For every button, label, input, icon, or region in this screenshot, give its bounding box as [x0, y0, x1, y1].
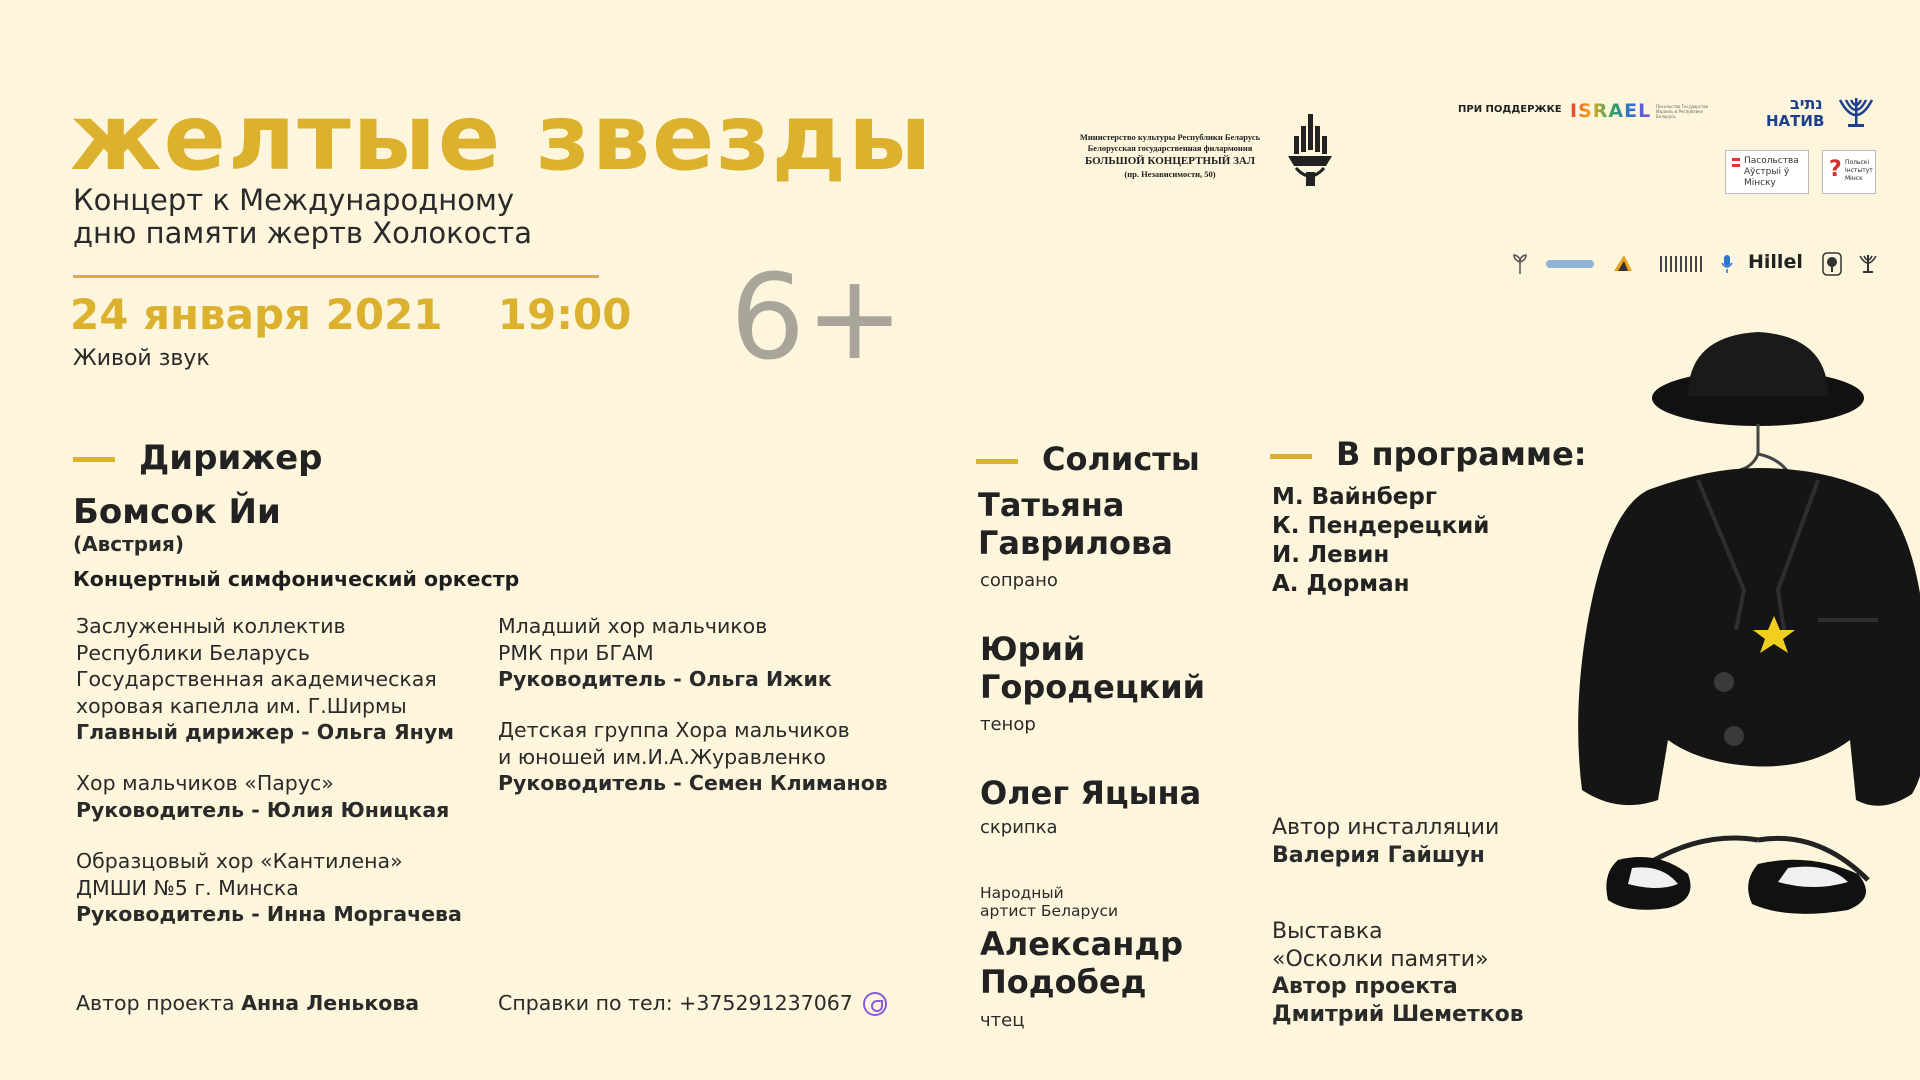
conductor-heading-text: Дирижер — [139, 438, 323, 478]
partner-logo-blue — [1546, 260, 1594, 268]
soloist-title-line: артист Беларуси — [980, 902, 1119, 920]
choir-line: Заслуженный коллектив — [76, 614, 346, 638]
conductor-name: Бомсок Йи — [73, 492, 281, 532]
heading-dash — [976, 459, 1018, 464]
microphone-icon — [1720, 254, 1734, 274]
polish-institute-logo: ? Польскі Інстытут Мінск — [1822, 150, 1876, 194]
soloist-name: Олег Яцына — [980, 774, 1202, 812]
choir-line: Образцовый хор «Кантилена» — [76, 849, 403, 873]
exhibition-label: Выставка — [1272, 919, 1383, 944]
austria-line: Аўстрыі ў — [1744, 167, 1790, 177]
event-date: 24 января 2021 — [70, 290, 443, 339]
tree-emblem-icon — [1822, 252, 1842, 276]
program-item: К. Пендерецкий — [1272, 513, 1490, 539]
choir-leader: Главный дирижер - Ольга Янум — [76, 720, 454, 744]
choir-line: Хор мальчиков «Парус» — [76, 771, 334, 795]
contact-phone-text: Справки по тел: +375291237067 — [498, 991, 853, 1015]
conductor-heading — [73, 438, 323, 478]
leaf-icon — [1512, 254, 1528, 274]
installation-label: Автор инсталляции — [1272, 815, 1500, 840]
soloist-first-name: Юрий — [980, 630, 1086, 668]
choir-line: Республики Беларусь — [76, 640, 310, 665]
austria-line: Пасольства — [1744, 156, 1799, 166]
nativ-hebrew: נתיב — [1790, 94, 1823, 113]
hanger-wire — [1730, 424, 1788, 472]
organ-icon — [1282, 112, 1338, 190]
live-sound-label: Живой звук — [73, 346, 210, 371]
age-rating: 6+ — [730, 248, 904, 386]
choir-line: Детская группа Хора мальчиков — [498, 718, 850, 742]
exhibition-author-name: Дмитрий Шеметков — [1272, 1001, 1524, 1027]
soloist-role: чтец — [980, 1010, 1025, 1031]
polish-line: Інстытут — [1845, 167, 1873, 174]
choir-line: хоровая капелла им. Г.Ширмы — [76, 693, 407, 718]
exhibition-credit — [1272, 918, 1524, 1028]
venue-philharmonic: Белорусская государственная филармония — [1087, 143, 1253, 153]
choir-line: и юношей им.И.А.Журавленко — [498, 744, 826, 769]
divider — [73, 275, 599, 278]
soloist-title-line: Народный — [980, 884, 1064, 902]
event-date-time — [70, 290, 631, 339]
choir-line: РМК при БГАМ — [498, 640, 654, 665]
orchestra-name: Концертный симфонический оркестр — [73, 567, 520, 591]
coat-button — [1724, 726, 1744, 746]
project-author-name: Анна Ленькова — [241, 991, 420, 1015]
project-author — [76, 990, 419, 1017]
project-author-label: Автор проекта — [76, 991, 235, 1015]
exhibition-title: «Осколки памяти» — [1272, 946, 1489, 972]
soloists-heading — [976, 440, 1200, 478]
program-item: А. Дорман — [1272, 571, 1410, 597]
soloist-role: тенор — [980, 714, 1036, 735]
choir-leader: Руководитель - Юлия Юницкая — [76, 797, 450, 822]
choir-block — [498, 717, 918, 797]
program-item: М. Вайнберг — [1272, 484, 1437, 510]
coat-installation-image — [1548, 320, 1920, 940]
program-heading — [1270, 435, 1587, 473]
installation-credit — [1272, 814, 1499, 870]
soloist-last-name: Гаврилова — [978, 524, 1173, 562]
coat-body — [1578, 468, 1920, 806]
soloist-name — [980, 630, 1205, 706]
support-label: ПРИ ПОДДЕРЖКЕ — [1458, 104, 1562, 115]
event-time: 19:00 — [497, 290, 632, 339]
soloist-last-name: Городецкий — [980, 668, 1206, 706]
choir-block — [498, 613, 918, 693]
poster-title: желтые звезды — [70, 84, 934, 191]
soloist-role: скрипка — [980, 817, 1058, 838]
venue-hall: БОЛЬШОЙ КОНЦЕРТНЫЙ ЗАЛ — [1084, 155, 1256, 167]
subtitle-line: дню памяти жертв Холокоста — [73, 216, 532, 250]
hillel-logo: Hillel — [1748, 251, 1803, 273]
subtitle-line: Концерт к Международному — [73, 183, 515, 217]
hat-crown — [1688, 332, 1828, 396]
menorah-icon — [1836, 94, 1876, 130]
choir-line: ДМШИ №5 г. Минска — [76, 875, 299, 900]
soloist-title — [980, 884, 1118, 920]
polish-line: Польскі — [1845, 159, 1870, 166]
heading-dash — [1270, 454, 1312, 459]
partner-logo-columns — [1660, 256, 1704, 272]
conductor-country: (Австрия) — [73, 532, 185, 556]
polish-line: Мінск — [1845, 175, 1863, 182]
soloist-role: сопрано — [980, 570, 1058, 591]
venue-address: (пр. Независимости, 50) — [1124, 169, 1216, 179]
choir-leader: Руководитель - Инна Моргачева — [76, 902, 462, 926]
soloist-first-name: Татьяна — [978, 486, 1125, 524]
heading-dash — [73, 457, 115, 462]
choir-block — [76, 848, 496, 928]
soloist-first-name: Александр — [980, 925, 1184, 963]
nativ-wordmark: НАТИВ — [1766, 112, 1825, 130]
triangle-logo-icon — [1612, 253, 1634, 275]
exhibition-author-label: Автор проекта — [1272, 974, 1458, 999]
soloists-heading-text: Солисты — [1042, 440, 1200, 478]
coat-button — [1714, 672, 1734, 692]
poster-subtitle — [73, 184, 532, 250]
israel-wordmark: ISRAEL — [1570, 100, 1652, 122]
soloist-name — [980, 925, 1183, 1001]
venue-logo — [1068, 130, 1340, 190]
austria-line: Мінску — [1744, 178, 1776, 188]
program-heading-text: В программе: — [1336, 435, 1587, 473]
program-item: И. Левин — [1272, 542, 1390, 568]
installation-author: Валерия Гайшун — [1272, 843, 1485, 868]
israel-logo — [1570, 100, 1651, 122]
nativ-logo — [1762, 94, 1878, 134]
choir-block — [76, 770, 476, 823]
venue-ministry: Министерство культуры Республики Беларусь — [1079, 132, 1261, 142]
partner-logos — [1508, 250, 1880, 278]
soloist-name — [978, 486, 1173, 562]
choir-block — [76, 613, 476, 746]
soloist-last-name: Подобед — [980, 963, 1147, 1001]
choir-leader: Руководитель - Ольга Ижик — [498, 667, 832, 691]
choir-leader: Руководитель - Семен Климанов — [498, 771, 888, 795]
israel-embassy-text: Посольство Государства Израиль в Республике Беларусь — [1656, 104, 1709, 119]
menorah-small-icon — [1858, 252, 1878, 276]
choir-line: Младший хор мальчиков — [498, 614, 768, 638]
choir-line: Государственная академическая — [76, 667, 437, 691]
viber-icon — [863, 992, 887, 1016]
contact-phone — [498, 990, 887, 1017]
program-list — [1272, 483, 1489, 599]
austrian-embassy-logo — [1725, 150, 1809, 194]
